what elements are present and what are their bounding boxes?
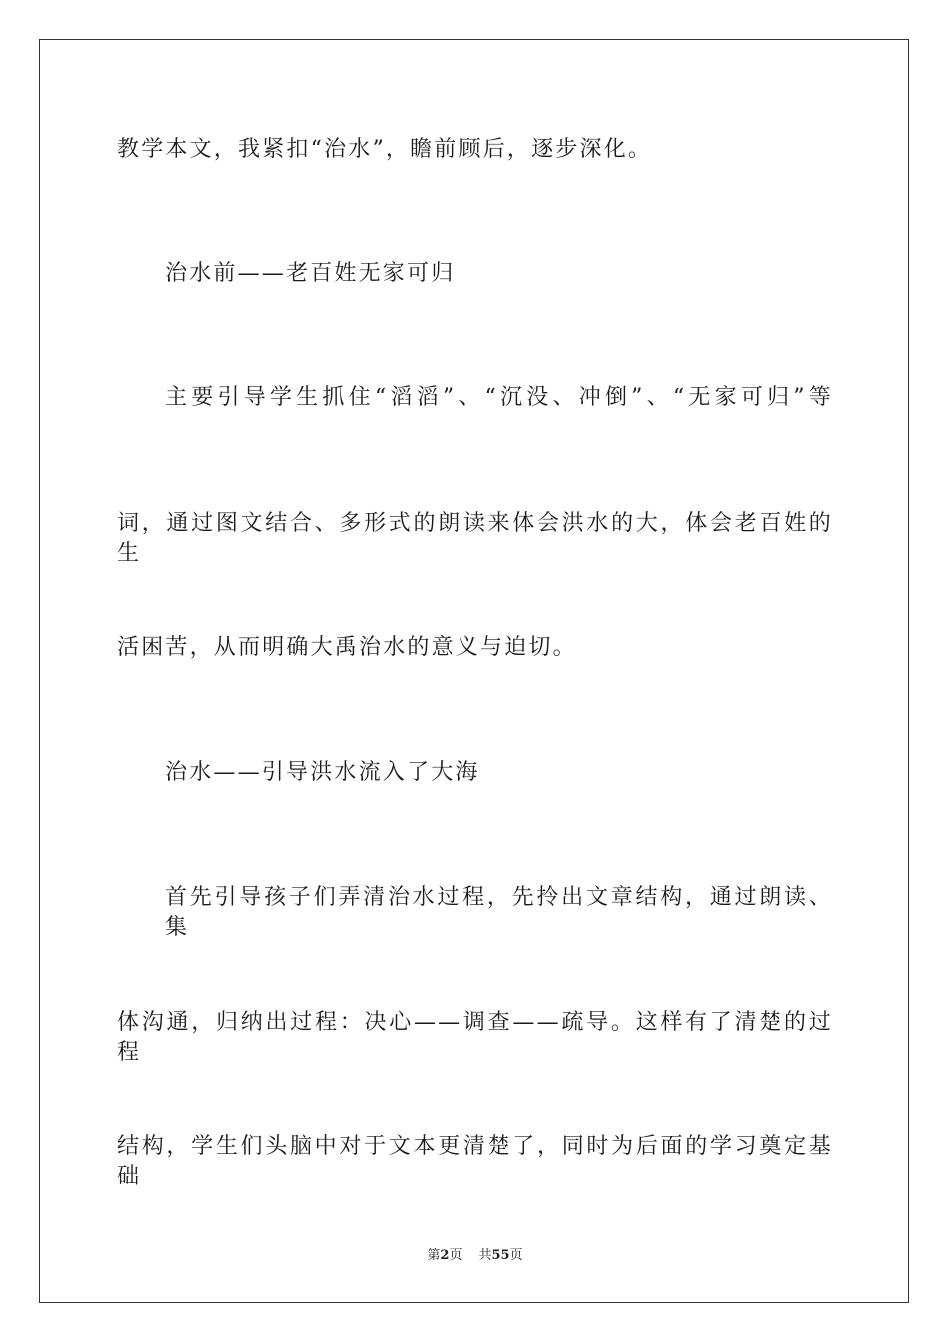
total-suffix: 页 [509, 1248, 523, 1263]
paragraph-intro-line: 教学本文，我紧扣“治水”，瞻前顾后，逐步深化。 [117, 137, 653, 162]
paragraph-line-4: 首先引导孩子们弄清治水过程，先拎出文章结构，通过朗读、集 [165, 885, 833, 940]
section-heading-before-flood-control: 治水前——老百姓无家可归 [165, 261, 456, 286]
section-heading-flood-control: 治水——引导洪水流入了大海 [165, 760, 480, 785]
paragraph-line-2: 词，通过图文结合、多形式的朗读来体会洪水的大，体会老百姓的生 [117, 511, 833, 566]
paragraph-line-1: 主要引导学生抓住“滔滔”、“沉没、冲倒”、“无家可归”等 [165, 385, 833, 410]
paragraph-line-6: 结构，学生们头脑中对于文本更清楚了，同时为后面的学习奠定基础 [117, 1134, 833, 1189]
total-prefix: 共 [478, 1248, 492, 1263]
page-border [39, 39, 909, 1303]
page-footer [0, 1247, 950, 1265]
page-suffix: 页 [449, 1248, 463, 1263]
total-pages: 55 [491, 1248, 510, 1263]
page-prefix: 第 [427, 1248, 441, 1263]
page-number: 2 [440, 1248, 450, 1263]
paragraph-line-5: 体沟通，归纳出过程：决心——调查——疏导。这样有了清楚的过程 [117, 1010, 833, 1065]
paragraph-line-3: 活困苦，从而明确大禹治水的意义与迫切。 [117, 635, 577, 660]
